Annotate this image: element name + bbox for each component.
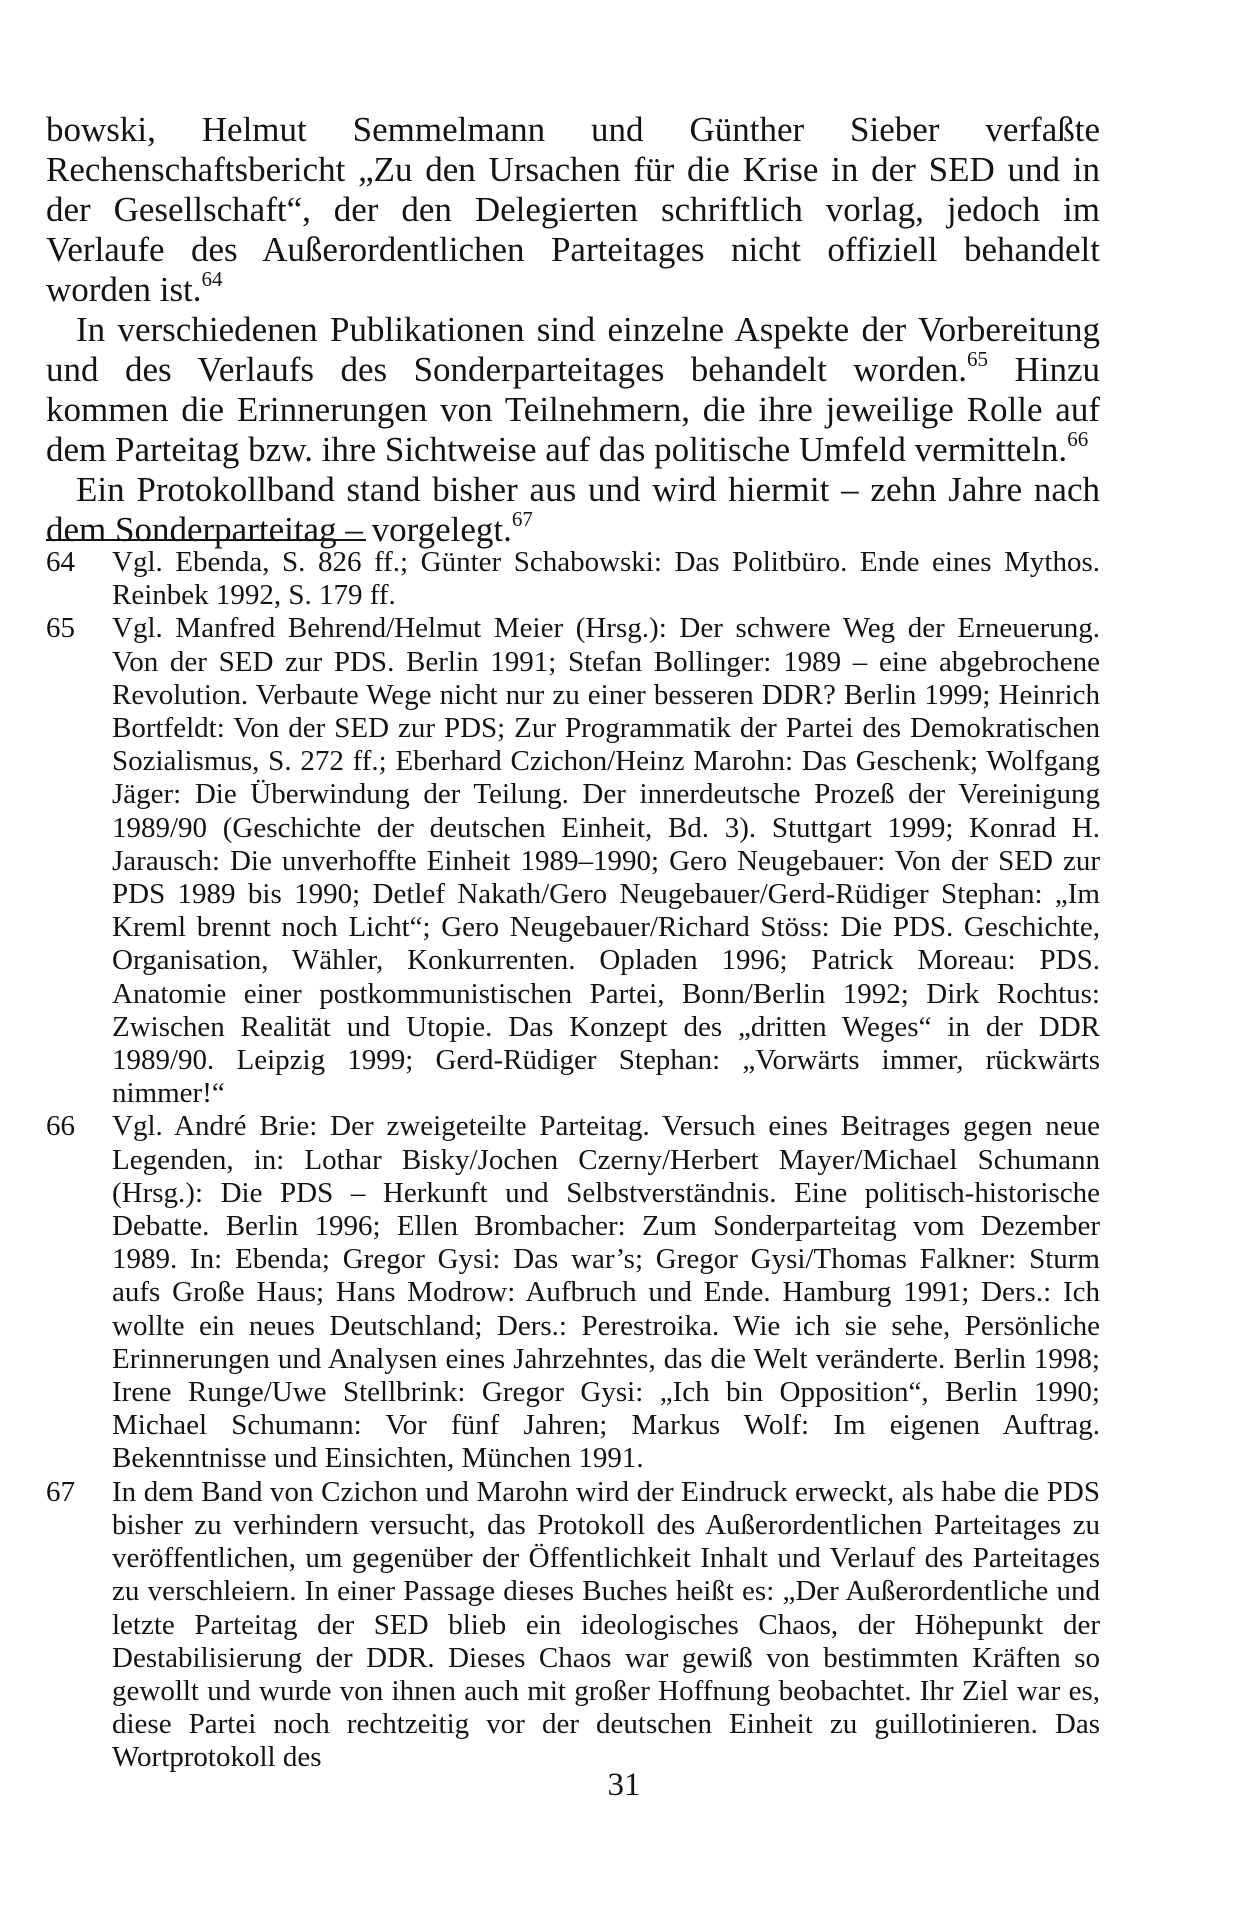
footnote-66	[46, 1110, 1100, 1475]
footnote-ref-65[interactable]: 65	[967, 347, 989, 371]
footnote-text: In dem Band von Czichon und Marohn wird der Eindruck erweckt, als habe die PDS bisher zu verhindern versucht, das Protokoll des Außerordentlichen Parteitages zu veröffentlichen, um gegenüber der Öffentlichkeit Inhalt und Verlauf des Parteitages zu verschleiern. In einer Passage dieses Buches heißt es: „Der Außerordentliche und letzte Parteitag der SED blieb ein ideologisches Chaos, der Höhepunkt der Destabilisierung der DDR. Dieses Chaos war gewiß von bestimmten Kräften so gewollt und wurde von ihnen auch mit großer Hoffnung beobachtet. Ihr Ziel war es, diese Partei noch rechtzeitig vor der deutschen Einheit zu guillotinieren. Das Wortprotokoll des	[112, 1475, 1100, 1774]
paragraph-2-text-a: In verschiedenen Publikationen sind einzelne Aspekte der Vorbereitung und des Verlaufs des Sonderparteitages behandelt worden.	[46, 310, 1100, 389]
footnotes	[46, 546, 1100, 1775]
paragraph-2	[46, 310, 1100, 470]
footnote-text: Vgl. André Brie: Der zweigeteilte Parteitag. Versuch eines Beitrages gegen neue Legenden, in: Lothar Bisky/Jochen Czerny/Herbert Mayer/Michael Schumann (Hrsg.): Die PDS – Herkunft und Selbstverständnis. Eine politisch-historische Debatte. Berlin 1996; Ellen Brombacher: Zum Sonderparteitag vom Dezember 1989. In: Ebenda; Gregor Gysi: Das war’s; Gregor Gysi/Thomas Falkner: Sturm aufs Große Haus; Hans Modrow: Aufbruch und Ende. Hamburg 1991; Ders.: Ich wollte ein neues Deutschland; Ders.: Perestroika. Wie ich sie sehe, Persönliche Erinnerungen und Analysen eines Jahrzehntes, das die Welt veränderte. Berlin 1998; Irene Runge/Uwe Stellbrink: Gregor Gysi: „Ich bin Opposition“, Berlin 1990; Michael Schumann: Vor fünf Jahren; Markus Wolf: Im eigenen Auftrag. Bekenntnisse und Einsichten, München 1991.	[112, 1110, 1100, 1475]
paragraph-1	[46, 110, 1100, 310]
page-number: 31	[607, 1767, 641, 1803]
footnote-67	[46, 1476, 1100, 1775]
paragraph-3	[46, 470, 1100, 550]
footnote-text: Vgl. Manfred Behrend/Helmut Meier (Hrsg.): Der schwere Weg der Erneuerung. Von der SED zur PDS. Berlin 1991; Stefan Bollinger: 1989 – eine abgebrochene Revolution. Verbaute Wege nicht nur zu einer besseren DDR? Berlin 1999; Heinrich Bortfeldt: Von der SED zur PDS; Zur Programmatik der Partei des Demokratischen Sozialismus, S. 272 ff.; Eberhard Czichon/Heinz Marohn: Das Geschenk; Wolfgang Jäger: Die Überwindung der Teilung. Der innerdeutsche Prozeß der Vereinigung 1989/90 (Geschichte der deutschen Einheit, Bd. 3). Stuttgart 1999; Konrad H. Jarausch: Die unverhoffte Einheit 1989–1990; Gero Neugebauer: Von der SED zur PDS 1989 bis 1990; Detlef Nakath/Gero Neugebauer/Gerd-Rüdiger Stephan: „Im Kreml brennt noch Licht“; Gero Neugebauer/Richard Stöss: Die PDS. Geschichte, Organisation, Wähler, Konkurrenten. Opladen 1996; Patrick Moreau: PDS. Anatomie einer postkommunistischen Partei, Bonn/Berlin 1992; Dirk Rochtus: Zwischen Realität und Utopie. Das Konzept des „dritten Weges“ in der DDR 1989/90. Leipzig 1999; Gerd-Rüdiger Stephan: „Vorwärts immer, rückwärts nimmer!“	[112, 612, 1100, 1110]
footnote-65	[46, 612, 1100, 1110]
footnote-text: Vgl. Ebenda, S. 826 ff.; Günter Schabowski: Das Politbüro. Ende eines Mythos. Reinbek 1992, S. 179 ff.	[112, 546, 1100, 612]
footnote-number: 66	[46, 1110, 75, 1143]
paragraph-3-text: Ein Protokollband stand bisher aus und wird hiermit – zehn Jahre nach dem Sonderparteitag – vorgelegt.	[46, 470, 1100, 549]
footnote-separator	[46, 539, 366, 541]
footnote-ref-64[interactable]: 64	[201, 267, 223, 291]
footnote-number: 67	[46, 1475, 75, 1508]
body-text	[46, 110, 1100, 550]
footnote-ref-66[interactable]: 66	[1067, 427, 1089, 451]
footnote-number: 65	[46, 612, 75, 645]
footnote-64	[46, 546, 1100, 612]
paragraph-1-text: bowski, Helmut Semmelmann und Günther Sieber verfaßte Rechenschaftsbericht „Zu den Ursachen für die Krise in der SED und in der Gesellschaft“, der den Delegierten schriftlich vorlag, jedoch im Verlaufe des Außerordentlichen Parteitages nicht offiziell behandelt worden ist.	[46, 110, 1100, 309]
paragraph-2-text-b: Hinzu kommen die Erinnerungen von Teilnehmern, die ihre jeweilige Rolle auf dem Parteitag bzw. ihre Sichtweise auf das politische Umfeld vermitteln.	[46, 350, 1100, 469]
footnote-ref-67[interactable]: 67	[511, 507, 533, 531]
footnote-number: 64	[46, 546, 75, 578]
